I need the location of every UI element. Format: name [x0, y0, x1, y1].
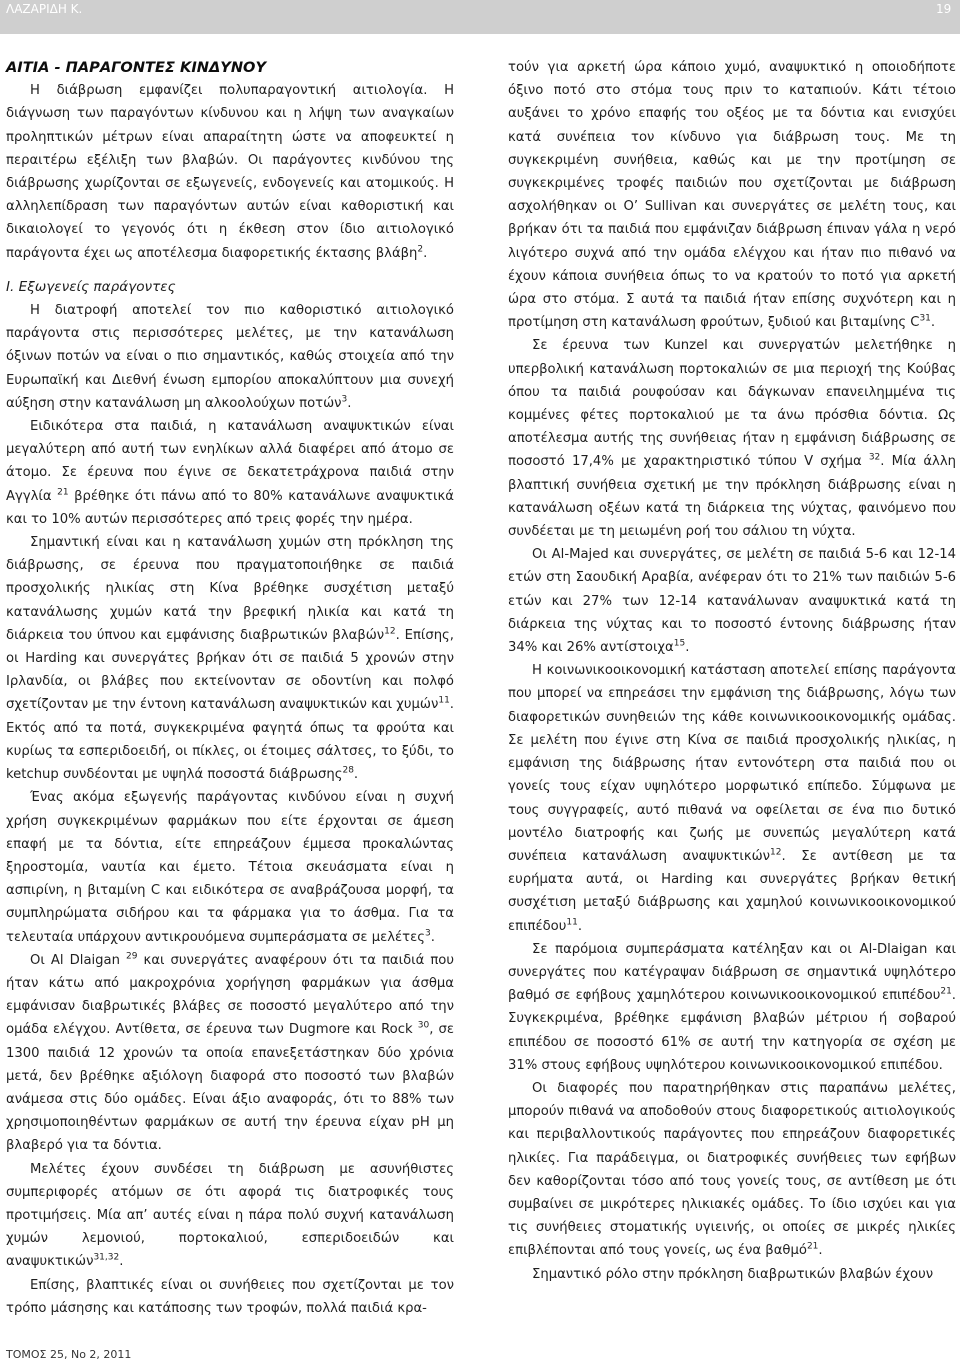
citation-superscript: 31,32 — [93, 1252, 120, 1263]
paragraph-text: τούν για αρκετή ώρα κάποιο χυμό, αναψυκτικό η οποιοδήποτε όξινο ποτό στο στόμα τους πριν το καταπιούν. Κάτι τέτοιο αυξάνει το χρόνο επαφής του οξέος με τα δόντια και ενισχύει κατά συνέπεια τον κίνδυνο για διάβρωση τους. Με τη συγκεκριμένη συνήθεια, καθώς και με την προτίμηση σε συγκεκριμένες τροφές παιδιών που σχετίζονται με διάβρωση ασχολήθηκαν οι O’ Sullivan και συνεργάτες σε μελέτη τους, και βρήκαν ότι τα παιδιά που εμφάνιζαν διάβρωση έπιναν γάλα η νερό λιγότερο συχνά από την ομάδα ελέγχου και ήταν πιο πιθανό να έχουν κάποια συνήθεια όπως το να κρατούν το ποτό για αρκετή ώρα στο στόμα. Σ αυτά τα παιδιά ήταν επίσης συχνότερη και η προτίμηση στη κατανάλωση φρούτων, ξυδιού και βιταμίνης C — [508, 60, 956, 331]
body-paragraph — [6, 79, 454, 265]
paragraph-text: . — [119, 1254, 124, 1270]
paragraph-text: . — [685, 640, 690, 656]
body-paragraph — [6, 1274, 454, 1320]
page-number: 19 — [936, 2, 952, 16]
citation-superscript: 2 — [417, 244, 424, 255]
citation-superscript: 15 — [673, 638, 686, 649]
body-paragraph — [6, 1158, 454, 1274]
citation-superscript: 11 — [438, 696, 450, 707]
citation-superscript: 32 — [868, 453, 881, 464]
citation-superscript: 3 — [424, 928, 431, 939]
body-paragraph — [508, 659, 956, 937]
right-column — [508, 56, 956, 1286]
paragraph-text: Η κοινωνικοοικονομική κατάσταση αποτελεί επίσης παράγοντα που μπορεί να επηρεάσει την εμφάνιση της διάβρωσης, λόγω των διαφορετικών συνηθειών της κάθε κοινωνικοοικονομικής ομάδας. Σε μελέτη που έγινε στη Κίνα σε παιδιά προσχολικής ηλικίας, η εμφάνιση της διάβρωσης ήταν εντονότερη στα παιδιά που οι γονείς τους είχαν υψηλότερο μορφωτικό επίπεδο. Σύμφωνα με τους συγγραφείς, αυτό πιθανά να οφείλεται σε ένα πιο δυτικό μοντέλο διατροφής και ζωής με συνεπώς μεγαλύτερη κατά συνέπεια κατανάλωση αναψυκτικών — [508, 663, 956, 864]
paragraph-text: βρέθηκε ότι πάνω από το 80% κατανάλωνε αναψυκτικά και το 10% αυτών περισσότερες από τρεις φορές την ημέρα. — [6, 488, 454, 527]
paragraph-text: Σε έρευνα των Kunzel και συνεργατών μελετήθηκε η υπερβολική κατανάλωση πορτοκαλιών σε μια περιοχή της Κούβας όπου τα παιδιά ρουφούσαν και δάγκωναν επανειλημμένα τις κομμένες φέτες πορτοκαλιού με τα άνω πρόσθια δόντια. Ως αποτέλεσμα αυτής της συνήθειας ήταν η εμφάνιση διάβρωσης σε ποσοστό 17,4% με χαρακτηριστικό τύπου V σχήμα — [508, 338, 956, 470]
paragraph-text: . Σε αντίθεση με τα ευρήματα αυτά, οι Harding και συνεργάτες βρήκαν θετική συσχέτιση μεταξύ διάβρωσης και χαμηλού κοινωνικοοικονομικού επιπέδου — [508, 848, 956, 934]
citation-superscript: 12 — [384, 626, 396, 637]
body-paragraph — [6, 949, 454, 1158]
citation-superscript: 21 — [806, 1241, 819, 1252]
paragraph-text: Μελέτες έχουν συνδέσει τη διάβρωση με ασυνήθιστες συμπεριφορές ατόμων σε ότι αφορά τις διατροφικές τους προτιμήσεις. Μία απ’ αυτές είναι η πάρα πολύ συχνή κατανάλωση χυμών λεμονιού, πορτοκαλιού, εσπεριδοειδών και αναψυκτικών — [6, 1161, 454, 1270]
citation-superscript: 12 — [770, 847, 782, 858]
paragraph-text: Οι Al Dlaigan — [30, 952, 127, 968]
paragraph-text: Σημαντική είναι και η κατανάλωση χυμών στη πρόκληση της διάβρωσης, σε έρευνα που πραγματοποιήθηκε σε παιδιά προσχολικής ηλικίας στη Κίνα βρέθηκε συσχέτιση μεταξύ κατανάλωσης χυμών κατά την βρεφική ηλικία και κατά τη διάρκεια του ύπνου και εμφάνισης διαβρωτικών βλαβών — [6, 535, 454, 643]
paragraph-text: , σε 1300 παιδιά 12 χρονών τα οποία επανεξετάστηκαν δύο χρόνια μετά, δεν βρέθηκε αξιόλογη διαφορά στο ποσοστό των βλαβών ανάμεσα στις δύο ομάδες. Είναι άξιο αναφοράς, ότι το 88% των χρησιμοποιηθέντων φαρμάκων σε αυτή την έρευνα είχαν pH μη βλαβερό για τα δόντια. — [6, 1022, 454, 1154]
body-paragraph — [508, 1263, 956, 1286]
body-paragraph — [508, 1077, 956, 1263]
paragraph-text: Η διάβρωση εμφανίζει πολυπαραγοντική αιτιολογία. Η διάγνωση των παραγόντων κίνδυνου και η λήψη των αναγκαίων προληπτικών μέτρων είναι απαραίτητη ώστε να αποφευκτεί η περαιτέρω εξέλιξη των βλαβών. Οι παράγοντες κινδύνου της διάβρωσης χωρίζονται σε εξωγενείς, ενδογενείς και ατομικούς. Η αλληλεπίδραση των παραγόντων αυτών είναι καθοριστική και δικαιολογεί το γεγονός ότι η έκθεση στον ίδιο αιτιολογικό παράγοντα έχει ως αποτέλεσμα διαφορετικής έκτασης βλάβη — [6, 83, 454, 261]
citation-superscript: 29 — [126, 951, 138, 962]
section-heading: ΑΙΤΙΑ - ΠΑΡΑΓΟΝΤΕΣ ΚΙΝΔΥΝΟΥ — [6, 59, 267, 76]
body-paragraph — [6, 415, 454, 531]
paragraph-text: Οι Al-Majed και συνεργάτες, σε μελέτη σε παιδιά 5-6 και 12-14 ετών στη Σαουδική Αραβία, ανέφεραν ότι το 21% των παιδιών 5-6 ετών και 27% των 12-14 κατανάλωναν αναψυκτικά κατά τη διάρκεια της νύχτας και το ποσοστό έντονης διάβρωσης ήταν 34% και 26% αντίστοιχα — [508, 547, 956, 656]
body-paragraph — [508, 938, 956, 1077]
subsection-heading: Ι. Εξωγενείς παράγοντες — [6, 278, 176, 295]
body-paragraph — [508, 56, 956, 334]
citation-superscript: 3 — [341, 394, 348, 405]
paragraph-text: Επίσης, βλαπτικές είναι οι συνήθειες που σχετίζονται με τον τρόπο μάσησης και κατάποσης των τροφών, πολλά παιδιά κρα- — [6, 1277, 454, 1316]
paragraph-text: Σημαντικό ρόλο στην πρόκληση διαβρωτικών βλαβών έχουν — [532, 1266, 934, 1282]
paragraph-text: Η διατροφή αποτελεί τον πιο καθοριστικό αιτιολογικό παράγοντα στις περισσότερες μελέτες, με την κατανάλωση όξινων ποτών να είναι ο πιο σημαντικός, καθώς στοιχεία από την Ευρωπαϊκή και Διεθνή ένωση εμπορίου αποκαλύπτουν μια συνεχή αύξηση στην κατανάλωση μη αλκοολούχων ποτών — [6, 303, 454, 411]
paragraph-text: . Συγκεκριμένα, βρέθηκε εμφάνιση βλαβών μέτριου ή σοβαρού επιπέδου σε ποσοστό 61% σε αυτή την κατηγορία σε σχέση με 31% στους εφήβους υψηλότερου κοινωνικοοικονομικού επιπέδου. — [508, 988, 956, 1073]
citation-superscript: 21 — [57, 487, 69, 498]
body-paragraph — [508, 334, 956, 543]
paragraph-text: . — [577, 918, 583, 934]
paragraph-text: Ένας ακόμα εξωγενής παράγοντας κινδύνου είναι η συχνή χρήση συγκεκριμένων φαρμάκων που είτε έρχονται σε άμεση επαφή με τα δόντια, είτε επηρεάζουν έμμεσα προκαλώντας ξηροστομία, ναυτία και έμετο. Τέτοια σκευάσματα είναι η ασπιρίνη, η βιταμίνη C και ειδικότερα σε αναβράζουσα μορφή, τα συμπληρώματα σιδήρου και τα φάρμακα για το άσθμα. Για τα τελευταία υπάρχουν αντικρουόμενα συμπεράσματα σε μελέτες — [6, 790, 454, 945]
citation-superscript: 11 — [566, 917, 578, 928]
paragraph-text: . — [423, 245, 428, 261]
paragraph-text: . Εκτός από τα ποτά, συγκεκριμένα φαγητά όπως τα φρούτα και κυρίως τα εσπεριδοειδή, οι πίκλες, οι έτοιμες σάλτσες, το ξύδι, το ketchup συνδέονται με υψηλά ποσοστά διάβρωσης — [6, 697, 454, 783]
citation-superscript: 21 — [940, 986, 952, 997]
citation-superscript: 28 — [342, 765, 354, 776]
paragraph-text: . Επίσης, οι Harding και συνεργάτες βρήκαν ότι σε παιδιά 5 χρονών στην Ιρλανδία, οι βλάβες που εκτείνονταν σε οδοντίνη και πολφό σχετίζονταν με την έντονη κατανάλωση αναψυκτικών και χυμών — [6, 627, 454, 713]
running-header-author: ΛΑΖΑΡΙΔΗ Κ. — [6, 2, 83, 16]
paragraph-text: . Μία άλλη βλαπτική συνήθεια σχετική με την πρόκληση διάβρωσης είναι η κατανάλωση οξέων κατά τη διάρκεια της νύχτας, φαινόμενο που συνδέεται με τη μειωμένη ροή του σάλιου τη νύχτα. — [508, 454, 956, 540]
paragraph-text: . — [430, 929, 435, 945]
paragraph-text: Σε παρόμοια συμπεράσματα κατέληξαν και οι Al-Dlaigan και συνεργάτες που κατέγραψαν διάβρωση σε σημαντικά υψηλότερο βαθμό σε εφήβους χαμηλότερου κοινωνικοοικονομικού επιπέδου — [508, 941, 956, 1004]
journal-issue-footer: ΤΟΜΟΣ 25, Νο 2, 2011 — [6, 1348, 132, 1361]
paragraph-text: και συνεργάτες αναφέρουν ότι τα παιδιά που ήταν κάτω από μακροχρόνια χορήγηση φαρμάκων για άσθμα εμφάνισαν διαβρωτικές βλάβες σε ποσοστό μεγαλύτερο από την ομάδα ελέγχου. Αντίθετα, σε έρευνα των Dugmore και Rock — [6, 952, 454, 1038]
running-header — [0, 0, 960, 34]
spacer — [6, 265, 454, 276]
body-paragraph — [6, 531, 454, 786]
left-column — [6, 56, 454, 1320]
body-paragraph — [6, 299, 454, 415]
paragraph-text: . — [930, 315, 936, 331]
paragraph-text: Ειδικότερα στα παιδιά, η κατανάλωση αναψυκτικών είναι μεγαλύτερη από αυτή των ενηλίκων αλλά διαφέρει από άτομο σε άτομο. Σε έρευνα που έγινε σε δεκατετράχρονα παιδιά στην Αγγλία — [6, 419, 454, 504]
paragraph-text: . — [818, 1243, 823, 1259]
body-paragraph — [6, 786, 454, 948]
paragraph-text: Οι διαφορές που παρατηρήθηκαν στις παραπάνω μελέτες, μπορούν πιθανά να αποδοθούν στους διαφορετικούς αιτιολογικούς και περιβαλλοντικούς παράγοντες που επηρεάζουν διαφορετικές ηλικίες. Για παράδειγμα, οι διατροφικές συνήθειες των εφήβων δεν καθορίζονται τόσο από τους γονείς τους, σε αντίθεση με ότι συμβαίνει σε μικρότερες ηλικιακές ομάδες. Το ίδιο ισχύει και για τις συνήθειες στοματικής υγιεινής, οι οποίες σε μικρές ηλικίες επιβλέπονται από τους γονείς, ως ένα βαθμό — [508, 1080, 956, 1259]
paragraph-text: . — [353, 767, 359, 783]
paragraph-text: . — [347, 395, 352, 411]
citation-superscript: 31 — [919, 313, 931, 324]
citation-superscript: 30 — [417, 1020, 430, 1031]
body-paragraph — [508, 543, 956, 659]
